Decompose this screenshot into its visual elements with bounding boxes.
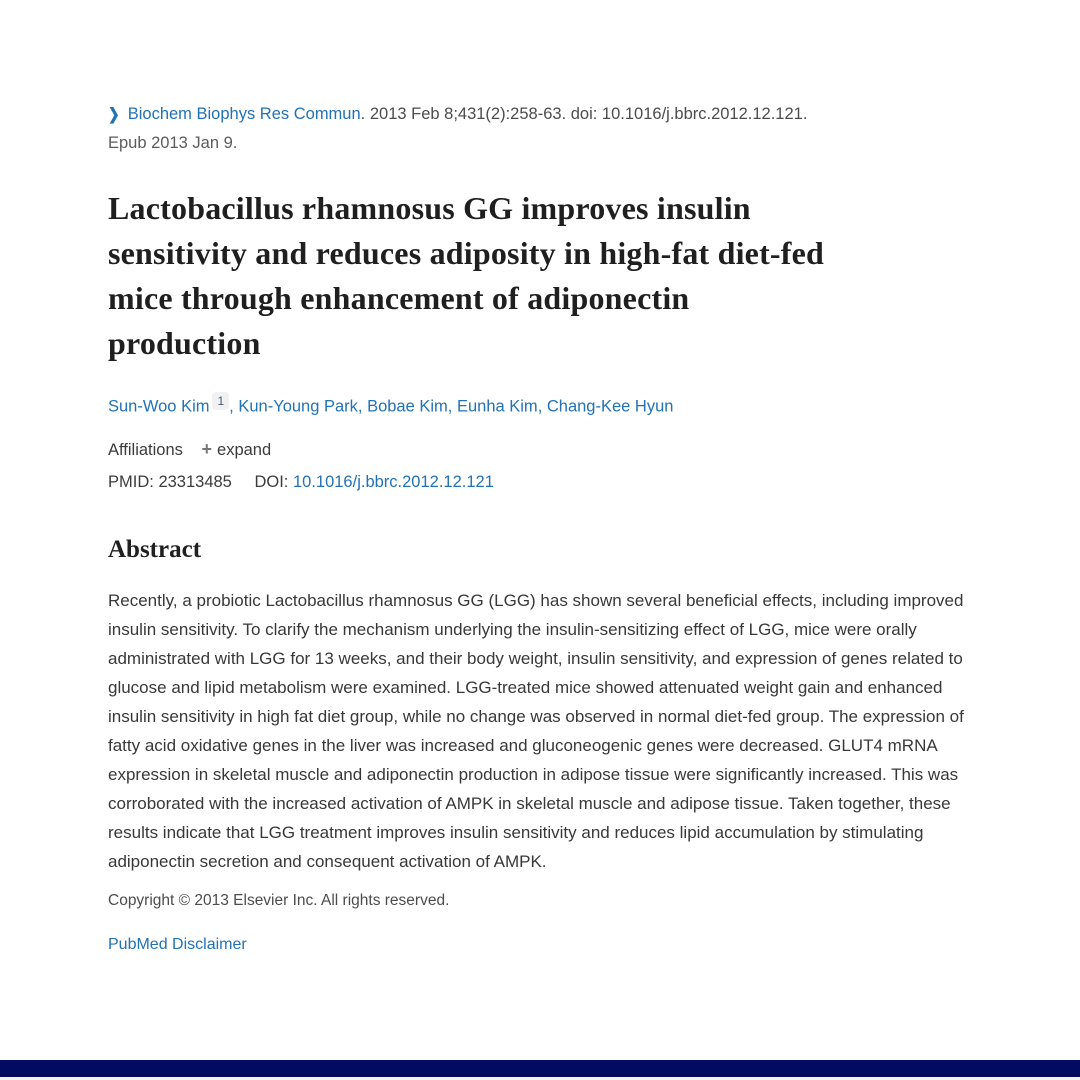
expand-affiliations-button[interactable]: [202, 439, 272, 460]
author-link[interactable]: Sun-Woo Kim: [108, 397, 210, 416]
title-line: Lactobacillus rhamnosus GG improves insulin: [108, 190, 751, 226]
affiliations-row: [108, 439, 968, 460]
author-link[interactable]: Kun-Young Park: [238, 397, 358, 416]
doi-label: DOI:: [254, 472, 289, 491]
disclaimer-row: [108, 936, 968, 954]
author-link[interactable]: Eunha Kim: [456, 397, 538, 416]
chevron-right-icon[interactable]: ❯: [108, 104, 120, 124]
title-line: sensitivity and reduces adiposity in high-fat diet-fed: [108, 235, 825, 271]
plus-icon: +: [201, 438, 213, 459]
author-separator: ,: [229, 397, 239, 416]
author-separator: ,: [537, 397, 547, 416]
epub-date: Epub 2013 Jan 9.: [108, 134, 238, 152]
citation-block: [108, 100, 968, 158]
identifiers-row: [108, 473, 968, 492]
doi-link[interactable]: 10.1016/j.bbrc.2012.12.121: [292, 472, 494, 491]
footer-navy-bar: [0, 1060, 1080, 1077]
title-line: mice through enhancement of adiponectin: [108, 280, 690, 316]
author-link[interactable]: Chang-Kee Hyun: [546, 397, 674, 416]
pmid-value: 23313485: [158, 472, 232, 491]
citation-details: . 2013 Feb 8;431(2):258-63. doi: 10.1016/j.bbrc.2012.12.121.: [360, 105, 808, 123]
pmid-label: PMID:: [108, 472, 154, 491]
doi-group: [254, 473, 493, 491]
author-separator: ,: [357, 397, 368, 416]
affiliation-number-badge[interactable]: 1: [212, 392, 229, 410]
author-link[interactable]: Bobae Kim: [367, 397, 448, 416]
title-line: production: [108, 325, 261, 361]
abstract-text: Recently, a probiotic Lactobacillus rhamnosus GG (LGG) has shown several beneficial effects, including improved insulin sensitivity. To clarify the mechanism underlying the insulin-sensitizing effect of LGG, mice were orally administrated with LGG for 13 weeks, and their body weight, insulin sensitivity, and expression of genes related to glucose and lipid metabolism were examined. LGG-treated mice showed attenuated weight gain and enhanced insulin sensitivity in high fat diet group, while no change was observed in normal diet-fed group. The expression of fatty acid oxidative genes in the liver was increased and gluconeogenic genes were decreased. GLUT4 mRNA expression in skeletal muscle and adiponectin production in adipose tissue were significantly increased. This was corroborated with the increased activation of AMPK in skeletal muscle and adipose tissue. Taken together, these results indicate that LGG treatment improves insulin sensitivity and reduces lipid accumulation by stimulating adiponectin secretion and consequent activation of AMPK.: [108, 590, 964, 871]
article-title: [108, 186, 968, 366]
authors-line: [108, 392, 968, 419]
expand-label: expand: [217, 440, 272, 459]
pubmed-disclaimer-link[interactable]: PubMed Disclaimer: [108, 935, 247, 953]
author-separator: ,: [447, 397, 457, 416]
journal-link[interactable]: Biochem Biophys Res Commun: [127, 105, 361, 123]
copyright-text: Copyright © 2013 Elsevier Inc. All rights reserved.: [108, 891, 450, 909]
abstract-heading: Abstract: [108, 535, 202, 563]
affiliations-label: Affiliations: [108, 440, 183, 459]
